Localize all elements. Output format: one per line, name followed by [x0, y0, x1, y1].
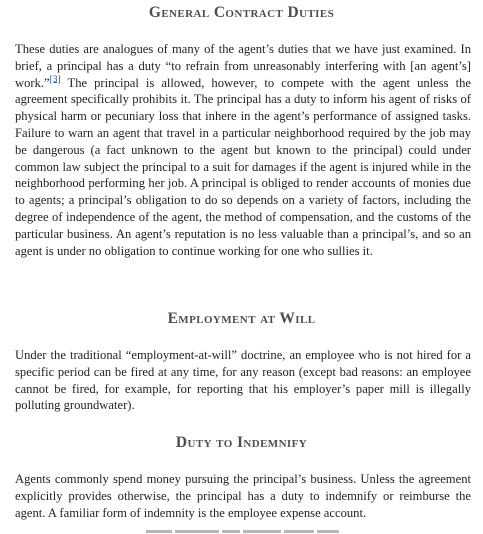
clipped-next-line: [146, 530, 346, 534]
footnote-link[interactable]: [3]: [49, 74, 61, 85]
paragraph-text-before-footnote: These duties are analogues of many of the agent’s duties that we have just examined. In brief, a principal has a duty “to refrain from unreasonably interfering with [an agent’s] work.”: [15, 42, 471, 90]
paragraph-text-after-footnote: The principal is allowed, however, to compete with the agent unless the agreement specifically prohibits it. The principal has a duty to inform his agent of risks of physical harm or pecuniary loss that inhere in the agent’s performance of assigned tasks. Failure to warn an agent that travel in a particular neighborhood required by the job may be dangerous (a fact unknown to the agent but known to the principal) could under common law subject the principal to a suit for damages if the agent is injured while in the neighborhood performing her job. A principal is obliged to render accounts of monies due to agents; a principal’s obligation to do so depends on a variety of factors, including the degree of independence of the agent, the method of compensation, and the customs of the particular business. An agent’s reputation is no less valuable than a principal’s, and so an agent is under no obligation to continue working for one who sullies it.: [15, 75, 471, 258]
section-heading-general-contract-duties: General Contract Duties: [148, 4, 335, 21]
paragraph-employment-at-will: Under the traditional “employment-at-will” doctrine, an employee who is not hired for a specific period can be fired at any time, for any reason (except bad reasons: an employee cannot be fired, for example, for reporting that his employer’s paper mill is illegally polluting groundwater).: [15, 348, 471, 413]
section-heading-duty-to-indemnify: Duty to Indemnify: [175, 434, 308, 451]
paragraph-duty-to-indemnify: Agents commonly spend money pursuing the principal’s business. Unless the agreement explicitly provides otherwise, the principal has a duty to indemnify or reimburse the agent. A familiar form of indemnity is the employee expense account.: [15, 472, 471, 520]
paragraph-general-contract-duties: [15, 41, 471, 259]
section-heading-employment-at-will: Employment at Will: [167, 310, 316, 327]
